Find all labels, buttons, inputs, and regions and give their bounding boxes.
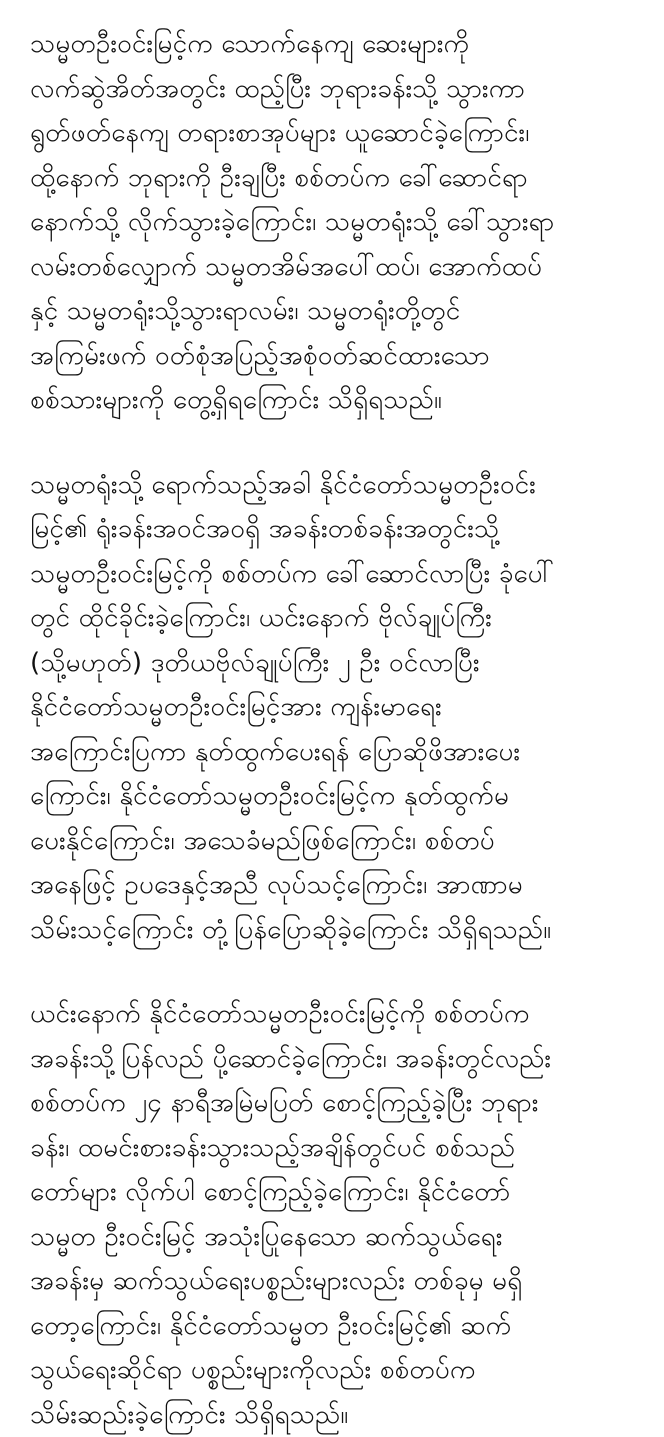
text-line: သမ္မတရုံးသို့ ရောက်သည့်အခါ နိုင်ငံတော်သမ္မတဦးဝင်း — [30, 463, 638, 508]
text-line: သမ္မတဦးဝင်းမြင့်ကို စစ်တပ်က ခေါ်ဆောင်လာပြီး ခုံပေါ် — [30, 552, 638, 597]
text-line: နောက်သို့ လိုက်သွားခဲ့ကြောင်း၊ သမ္မတရုံးသို့ ခေါ်သွားရာ — [30, 200, 638, 245]
text-line: တွင် ထိုင်ခိုင်းခဲ့ကြောင်း၊ ယင်းနောက် ဗိုလ်ချုပ်ကြီး — [30, 596, 638, 641]
text-line: စစ်တပ်က ၂၄ နာရီအမြဲမပြတ် စောင့်ကြည့်ခဲ့ပြီး ဘုရား — [30, 1081, 638, 1126]
paragraph-2 — [30, 463, 638, 953]
text-line: အကြမ်းဖက် ဝတ်စုံအပြည့်အစုံဝတ်ဆင်ထားသော — [30, 334, 638, 379]
text-line: သိမ်းဆည်းခဲ့ကြောင်း သိရှိရသည်။ — [30, 1393, 638, 1437]
paragraph-3 — [30, 992, 638, 1437]
text-line: လမ်းတစ်လျှောက် သမ္မတအိမ်အပေါ်ထပ်၊ အောက်ထပ် — [30, 245, 638, 290]
text-line: တော့ကြောင်း၊ နိုင်ငံတော်သမ္မတ ဦးဝင်းမြင့်၏ ဆက် — [30, 1304, 638, 1349]
text-line: နှင့် သမ္မတရုံးသို့သွားရာလမ်း၊ သမ္မတရုံးတို့တွင် — [30, 289, 638, 334]
text-line: အခန်းမှ ဆက်သွယ်ရေးပစ္စည်းများလည်း တစ်ခုမှ မရှိ — [30, 1259, 638, 1304]
text-line: တော်များ လိုက်ပါ စောင့်ကြည့်ခဲ့ကြောင်း၊ နိုင်ငံတော် — [30, 1170, 638, 1215]
text-line: (သို့မဟုတ်) ဒုတိယဗိုလ်ချုပ်ကြီး ၂ ဦး ဝင်လာပြီး — [30, 641, 638, 686]
text-line: ရွတ်ဖတ်နေကျ တရားစာအုပ်များ ယူဆောင်ခဲ့ကြောင်း၊ — [30, 111, 638, 156]
text-line: ထို့နောက် ဘုရားကို ဦးချပြီး စစ်တပ်က ခေါ်ဆောင်ရာ — [30, 156, 638, 201]
text-line: ခန်း၊ ထမင်းစားခန်းသွားသည့်အချိန်တွင်ပင် စစ်သည် — [30, 1126, 638, 1171]
text-line: သွယ်ရေးဆိုင်ရာ ပစ္စည်းများကိုလည်း စစ်တပ်က — [30, 1348, 638, 1393]
text-line: ပေးနိုင်ကြောင်း၊ အသေခံမည်ဖြစ်ကြောင်း၊ စစ်တပ် — [30, 819, 638, 864]
text-line: အခန်းသို့ပြန်လည် ပို့ဆောင်ခဲ့ကြောင်း၊ အခန်းတွင်လည်း — [30, 1037, 638, 1082]
text-line: သမ္မတဦးဝင်းမြင့်က သောက်နေကျ ဆေးများကို — [30, 22, 638, 67]
text-line: သိမ်းသင့်ကြောင်း တုံ့ပြန်ပြောဆိုခဲ့ကြောင်း သိရှိရသည်။ — [30, 908, 638, 953]
text-line: လက်ဆွဲအိတ်အတွင်း ထည့်ပြီး ဘုရားခန်းသို့ သွားကာ — [30, 67, 638, 112]
text-line: နိုင်ငံတော်သမ္မတဦးဝင်းမြင့်အား ကျန်းမာရေး — [30, 685, 638, 730]
text-line: သမ္မတ ဦးဝင်းမြင့် အသုံးပြုနေသော ဆက်သွယ်ရေး — [30, 1215, 638, 1260]
text-line: အနေဖြင့် ဥပဒေနှင့်အညီ လုပ်သင့်ကြောင်း၊ အာဏာမ — [30, 863, 638, 908]
text-line: မြင့်၏ ရုံးခန်းအဝင်အဝရှိ အခန်းတစ်ခန်းအတွင်းသို့ — [30, 507, 638, 552]
paragraph-1 — [30, 22, 638, 423]
text-line: ယင်းနောက် နိုင်ငံတော်သမ္မတဦးဝင်းမြင့်ကို စစ်တပ်က — [30, 992, 638, 1037]
text-line: အကြောင်းပြကာ နုတ်ထွက်ပေးရန် ပြောဆိုဖိအားပေး — [30, 730, 638, 775]
text-line: စစ်သားများကို တွေ့ရှိရကြောင်း သိရှိရသည်။ — [30, 378, 638, 423]
text-line: ကြောင်း၊ နိုင်ငံတော်သမ္မတဦးဝင်းမြင့်က နုတ်ထွက်မ — [30, 774, 638, 819]
